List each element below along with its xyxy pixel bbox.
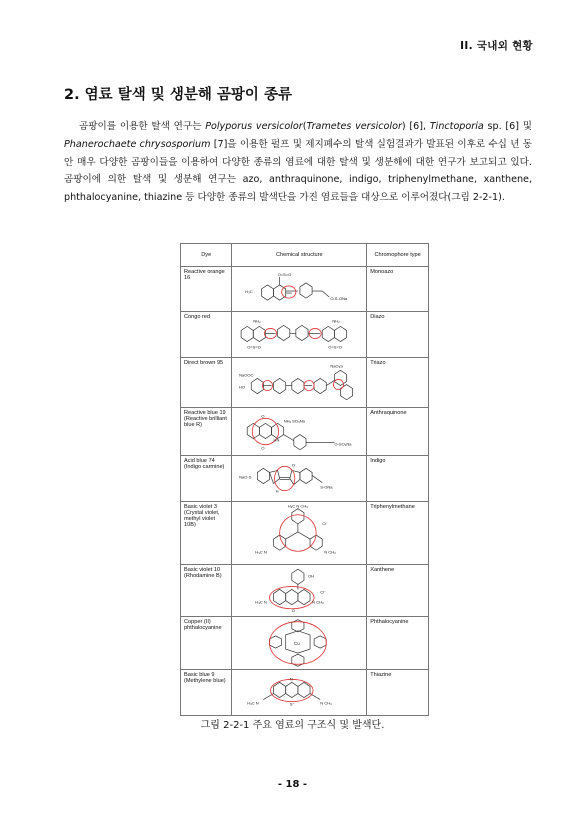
svg-text:NH₂: NH₂	[253, 318, 262, 324]
dye-name: Basic violet 3 (Crystal violet, methyl violet 10B)	[181, 502, 232, 565]
para-text-1: 곰팡이를 이용한 탈색 연구는	[79, 121, 206, 132]
svg-text:NH₂ SO₃Na: NH₂ SO₃Na	[284, 418, 306, 424]
table-header-row	[181, 244, 429, 267]
structure-diagram-basic-blue-9	[233, 671, 365, 714]
body-paragraph	[64, 118, 532, 207]
header-structure: Chemical structure	[232, 244, 367, 267]
svg-text:H₃C N: H₃C N	[255, 549, 268, 555]
svg-text:N CH₃: N CH₃	[320, 700, 333, 706]
dye-name: Reactive blue 19 (Reactive brilliant blue R)	[181, 408, 232, 456]
structure-diagram-direct-brown-95	[233, 359, 365, 406]
svg-text:NaO-S: NaO-S	[239, 474, 252, 480]
chromophore-type: Phthalocyanine	[367, 617, 429, 670]
structure-image	[232, 358, 367, 408]
section-title: 2. 염료 탈색 및 생분해 곰팡이 종류	[64, 87, 292, 103]
svg-text:H₃C N CH₃: H₃C N CH₃	[288, 503, 309, 509]
dye-name: Direct brown 95	[181, 358, 232, 408]
svg-text:O=S=O: O=S=O	[328, 344, 343, 350]
para-text-5: [7]을 이용한 펄프 및 제지폐수의 탈색 실험결과가 발표된 이후로 수십 년 동안 매우 다양한 곰팡이들을 이용하여 다양한 종류의 염료에 대한 탈색 및 생분해에 대한 연구가 보고되고 있다. 곰팡이에 의한 탈색 및 생분해 연구는 azo, anthraquinone, indigo, triphenylmethane, xanthene, phthalocyanine, thiazine 등 다양한 종류의 발색단을 가진 염료들을 대상으로 이루어졌다(그림 2-2-1).	[64, 138, 532, 204]
dye-structure-table	[180, 243, 429, 716]
table-row	[181, 617, 429, 670]
svg-text:Cl⁻: Cl⁻	[322, 520, 329, 526]
chromophore-type: Triphenylmethane	[367, 502, 429, 565]
dye-name: Acid blue 74 (Indigo carmine)	[181, 456, 232, 502]
species-name-3: Tinctoporia	[429, 121, 484, 132]
svg-text:HO: HO	[239, 384, 246, 390]
dye-name: Basic violet 10 (Rhodamine B)	[181, 565, 232, 617]
chromophore-type: Monoazo	[367, 267, 429, 312]
chromophore-type: Thiazine	[367, 670, 429, 716]
structure-diagram-copper-phthalocyanine	[233, 618, 365, 668]
svg-text:OH: OH	[308, 573, 315, 579]
chromophore-type: Indigo	[367, 456, 429, 502]
para-text-4: sp. [6] 및	[483, 121, 532, 132]
svg-text:H: H	[276, 488, 279, 494]
svg-text:H₃C N: H₃C N	[255, 599, 268, 605]
structure-diagram-reactive-blue-19	[233, 409, 365, 454]
structure-image	[232, 267, 367, 312]
svg-text:NaO₃S: NaO₃S	[330, 363, 344, 369]
structure-image	[232, 312, 367, 358]
header-dye: Dye	[181, 244, 232, 267]
structure-image	[232, 670, 367, 716]
structure-diagram-congo-red	[233, 313, 365, 356]
svg-text:N CH₃: N CH₃	[312, 599, 325, 605]
table-row	[181, 502, 429, 565]
dye-name: Copper (II) phthalocyanine	[181, 617, 232, 670]
svg-text:Cl⁻: Cl⁻	[320, 589, 327, 595]
structure-image	[232, 617, 367, 670]
svg-text:S⁺: S⁺	[290, 701, 296, 707]
dye-name: Basic blue 9 (Methylene blue)	[181, 670, 232, 716]
structure-image	[232, 408, 367, 456]
svg-text:HN: HN	[273, 437, 280, 443]
svg-text:H₃C N: H₃C N	[247, 700, 260, 706]
table-row	[181, 456, 429, 502]
svg-text:H₃C: H₃C	[245, 289, 254, 295]
svg-text:O: O	[261, 445, 265, 451]
table-row	[181, 267, 429, 312]
table-row	[181, 408, 429, 456]
svg-text:NH₂: NH₂	[332, 318, 341, 324]
header-chromophore: Chromophore type	[367, 244, 429, 267]
page-number: - 18 -	[277, 779, 308, 790]
dye-name: Reactive orange 16	[181, 267, 232, 312]
species-name-1: Polyporus versicolor	[205, 121, 303, 132]
structure-image	[232, 565, 367, 617]
svg-text:N: N	[290, 676, 294, 682]
para-text-3: ) [6],	[401, 121, 430, 132]
svg-text:O: O	[292, 607, 296, 613]
svg-text:O-SO₃Na: O-SO₃Na	[334, 441, 352, 447]
svg-text:Cu: Cu	[294, 641, 301, 647]
section-header: II. 국내외 현황	[460, 40, 533, 52]
table-row	[181, 565, 429, 617]
para-text-2: (	[302, 121, 307, 132]
chromophore-type: Anthraquinone	[367, 408, 429, 456]
chromophore-type: Triazo	[367, 358, 429, 408]
structure-diagram-reactive-orange-16	[233, 268, 365, 310]
dye-name: Congo red	[181, 312, 232, 358]
svg-text:O-S-ONa: O-S-ONa	[330, 296, 348, 302]
species-name-4: Phanerochaete chrysosporium	[64, 138, 211, 150]
structure-diagram-acid-blue-74	[233, 457, 365, 500]
structure-diagram-basic-violet-10	[233, 566, 365, 615]
table-row	[181, 312, 429, 358]
structure-image	[232, 502, 367, 565]
svg-text:O=S=O: O=S=O	[278, 271, 292, 277]
table-row	[181, 358, 429, 408]
chromophore-type: Diazo	[367, 312, 429, 358]
svg-text:O: O	[261, 413, 265, 419]
svg-text:O: O	[292, 462, 296, 468]
svg-text:S-ONa: S-ONa	[320, 484, 334, 490]
svg-text:NaOOC: NaOOC	[239, 372, 254, 378]
structure-diagram-basic-violet-3	[233, 503, 365, 563]
chromophore-type: Xanthene	[367, 565, 429, 617]
structure-image	[232, 456, 367, 502]
svg-text:N CH₃: N CH₃	[324, 549, 337, 555]
svg-text:O=S=O: O=S=O	[247, 344, 262, 350]
table-row	[181, 670, 429, 716]
figure-caption: 그림 2-2-1 주요 염료의 구조식 및 발색단.	[200, 720, 385, 731]
species-name-2: Trametes versicolor	[306, 121, 402, 132]
